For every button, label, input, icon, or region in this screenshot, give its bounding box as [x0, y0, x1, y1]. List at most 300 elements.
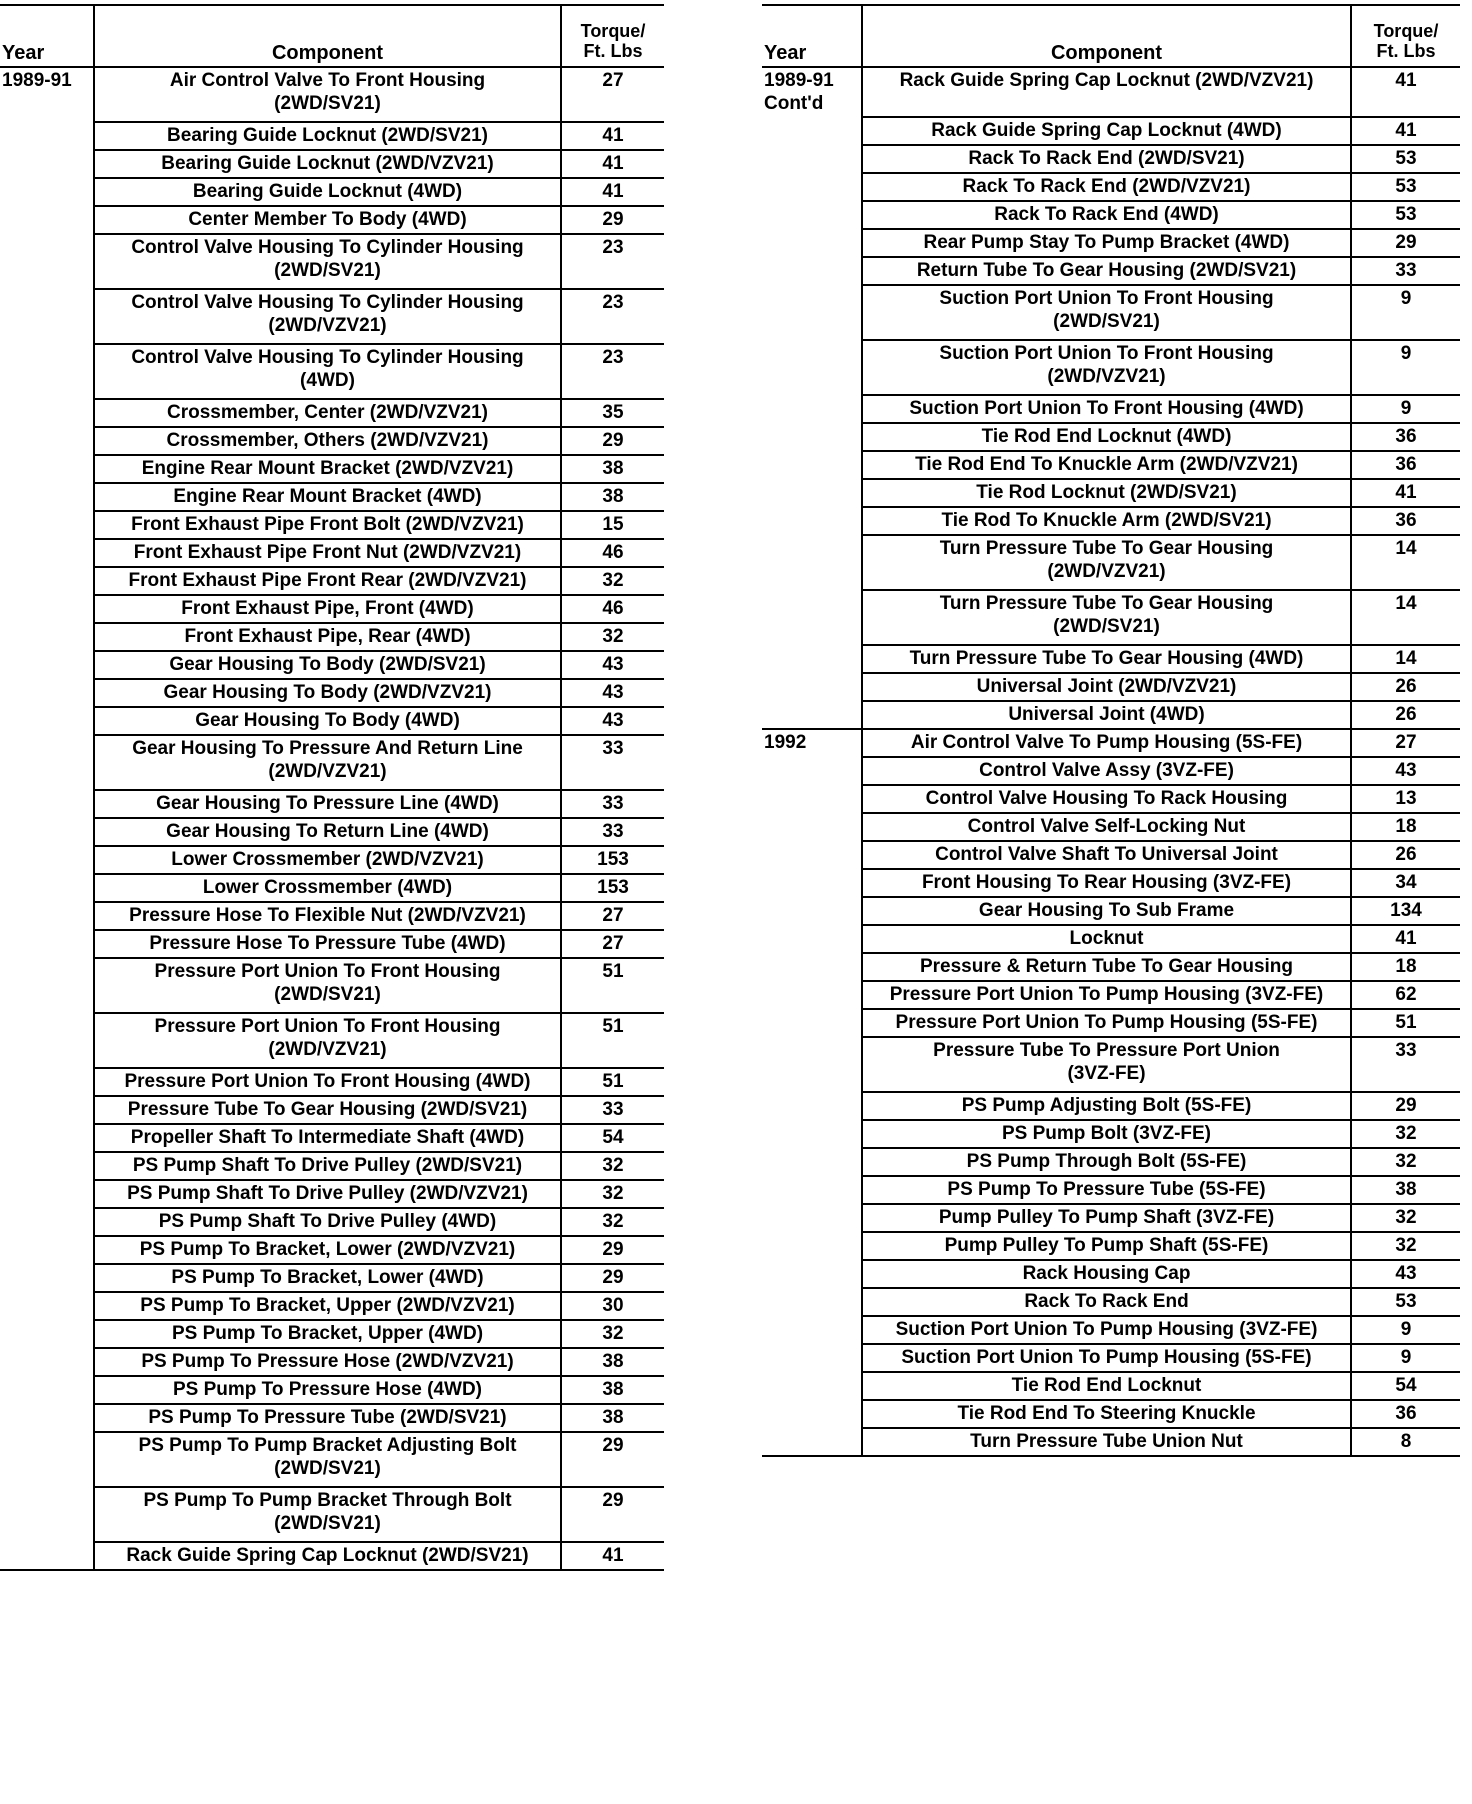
torque-cell: 38 [1351, 1176, 1460, 1204]
torque-cell: 43 [561, 707, 664, 735]
table-row [762, 145, 1460, 173]
component-cell: Rack To Rack End (2WD/VZV21) [862, 173, 1351, 201]
component-cell: Turn Pressure Tube Union Nut [862, 1428, 1351, 1456]
table-body-left [0, 67, 664, 1570]
torque-cell: 29 [561, 1264, 664, 1292]
torque-cell: 36 [1351, 1400, 1460, 1428]
year-cell [0, 818, 94, 846]
component-cell: PS Pump To Pressure Hose (2WD/VZV21) [94, 1348, 561, 1376]
table-row [0, 1320, 664, 1348]
torque-cell: 18 [1351, 813, 1460, 841]
table-row [0, 1432, 664, 1487]
year-cell [762, 117, 862, 145]
table-row [762, 1428, 1460, 1456]
torque-cell: 23 [561, 344, 664, 399]
torque-cell: 51 [561, 958, 664, 1013]
component-cell: Air Control Valve To Pump Housing (5S-FE) [862, 729, 1351, 757]
table-row [762, 1288, 1460, 1316]
component-cell: Suction Port Union To Front Housing (2WD/VZV21) [862, 340, 1351, 395]
table-row [0, 567, 664, 595]
table-row [0, 679, 664, 707]
table-row [762, 897, 1460, 925]
torque-cell: 53 [1351, 1288, 1460, 1316]
torque-cell: 26 [1351, 673, 1460, 701]
torque-cell: 41 [561, 150, 664, 178]
torque-cell: 36 [1351, 507, 1460, 535]
component-cell: Return Tube To Gear Housing (2WD/SV21) [862, 257, 1351, 285]
table-row [0, 455, 664, 483]
table-row [0, 846, 664, 874]
torque-cell: 41 [561, 1542, 664, 1570]
year-cell [0, 1404, 94, 1432]
torque-cell: 23 [561, 289, 664, 344]
year-cell [762, 1316, 862, 1344]
year-cell [0, 1292, 94, 1320]
torque-cell: 29 [561, 206, 664, 234]
year-cell [0, 651, 94, 679]
table-body-right [762, 67, 1460, 1456]
year-cell [0, 511, 94, 539]
torque-cell: 14 [1351, 590, 1460, 645]
table-row [0, 1292, 664, 1320]
table-row [762, 953, 1460, 981]
year-cell [762, 953, 862, 981]
component-cell: Lower Crossmember (2WD/VZV21) [94, 846, 561, 874]
torque-cell: 46 [561, 595, 664, 623]
component-cell: PS Pump To Bracket, Upper (4WD) [94, 1320, 561, 1348]
torque-table-left [0, 4, 664, 1571]
table-row [762, 785, 1460, 813]
component-cell: Pressure Tube To Pressure Port Union (3VZ-FE) [862, 1037, 1351, 1092]
year-cell [762, 173, 862, 201]
table-row [762, 117, 1460, 145]
torque-cell: 51 [1351, 1009, 1460, 1037]
year-cell [762, 1176, 862, 1204]
torque-cell: 32 [561, 623, 664, 651]
table-row [0, 122, 664, 150]
table-row [0, 399, 664, 427]
component-cell: PS Pump Shaft To Drive Pulley (2WD/VZV21) [94, 1180, 561, 1208]
component-cell: Gear Housing To Body (2WD/SV21) [94, 651, 561, 679]
torque-cell: 54 [561, 1124, 664, 1152]
table-row [0, 1013, 664, 1068]
torque-cell: 53 [1351, 201, 1460, 229]
component-cell: Pressure & Return Tube To Gear Housing [862, 953, 1351, 981]
year-cell [0, 1096, 94, 1124]
table-row [762, 645, 1460, 673]
table-row [0, 1348, 664, 1376]
year-cell [762, 897, 862, 925]
torque-cell: 32 [561, 1152, 664, 1180]
year-cell [0, 1208, 94, 1236]
year-cell [762, 757, 862, 785]
year-cell [762, 285, 862, 340]
component-cell: Suction Port Union To Front Housing (2WD/SV21) [862, 285, 1351, 340]
torque-cell: 53 [1351, 173, 1460, 201]
table-row [762, 869, 1460, 897]
year-cell: 1992 [762, 729, 862, 757]
table-row [762, 1176, 1460, 1204]
component-cell: Crossmember, Others (2WD/VZV21) [94, 427, 561, 455]
year-cell [762, 981, 862, 1009]
component-cell: Tie Rod Locknut (2WD/SV21) [862, 479, 1351, 507]
year-cell [762, 1400, 862, 1428]
table-row [0, 1376, 664, 1404]
table-row [762, 813, 1460, 841]
table-row [0, 595, 664, 623]
table-row [762, 451, 1460, 479]
component-cell: Gear Housing To Pressure Line (4WD) [94, 790, 561, 818]
table-row [762, 423, 1460, 451]
torque-cell: 33 [1351, 257, 1460, 285]
component-cell: Suction Port Union To Pump Housing (3VZ-FE) [862, 1316, 1351, 1344]
torque-cell: 9 [1351, 285, 1460, 340]
component-cell: Control Valve Shaft To Universal Joint [862, 841, 1351, 869]
component-cell: Pump Pulley To Pump Shaft (5S-FE) [862, 1232, 1351, 1260]
component-cell: Turn Pressure Tube To Gear Housing (2WD/VZV21) [862, 535, 1351, 590]
table-row [0, 1124, 664, 1152]
component-cell: PS Pump To Pressure Tube (5S-FE) [862, 1176, 1351, 1204]
torque-cell: 33 [561, 790, 664, 818]
year-cell [762, 869, 862, 897]
torque-cell: 32 [561, 1180, 664, 1208]
year-cell [0, 735, 94, 790]
torque-cell: 32 [1351, 1232, 1460, 1260]
year-cell [762, 451, 862, 479]
component-cell: Bearing Guide Locknut (2WD/SV21) [94, 122, 561, 150]
component-cell: Control Valve Housing To Cylinder Housing (2WD/SV21) [94, 234, 561, 289]
table-row [762, 1316, 1460, 1344]
torque-cell: 26 [1351, 701, 1460, 729]
table-row [762, 479, 1460, 507]
table-row [0, 539, 664, 567]
component-cell: Control Valve Self-Locking Nut [862, 813, 1351, 841]
table-row [762, 285, 1460, 340]
table-row [0, 958, 664, 1013]
table-row [762, 981, 1460, 1009]
table-row [762, 535, 1460, 590]
table-row [762, 673, 1460, 701]
component-cell: PS Pump To Pump Bracket Through Bolt (2WD/SV21) [94, 1487, 561, 1542]
component-cell: Suction Port Union To Front Housing (4WD) [862, 395, 1351, 423]
year-cell [762, 257, 862, 285]
torque-cell: 51 [561, 1068, 664, 1096]
torque-cell: 38 [561, 1348, 664, 1376]
torque-cell: 23 [561, 234, 664, 289]
torque-cell: 18 [1351, 953, 1460, 981]
year-cell [0, 234, 94, 289]
torque-cell: 153 [561, 874, 664, 902]
torque-header: Torque/ Ft. Lbs [1351, 5, 1460, 67]
year-cell [0, 958, 94, 1013]
table-row [0, 1068, 664, 1096]
torque-cell: 38 [561, 455, 664, 483]
year-cell [762, 535, 862, 590]
year-cell [0, 344, 94, 399]
table-row [0, 1236, 664, 1264]
year-cell [762, 1120, 862, 1148]
component-cell: Gear Housing To Pressure And Return Line (2WD/VZV21) [94, 735, 561, 790]
torque-cell: 33 [561, 735, 664, 790]
table-row [0, 1542, 664, 1570]
table-row [0, 930, 664, 958]
table-row [762, 729, 1460, 757]
component-header: Component [862, 5, 1351, 67]
torque-cell: 33 [561, 1096, 664, 1124]
year-cell [762, 645, 862, 673]
component-cell: Front Exhaust Pipe, Front (4WD) [94, 595, 561, 623]
component-cell: PS Pump Adjusting Bolt (5S-FE) [862, 1092, 1351, 1120]
torque-cell: 43 [561, 679, 664, 707]
component-cell: Rack To Rack End (2WD/SV21) [862, 145, 1351, 173]
component-cell: Control Valve Assy (3VZ-FE) [862, 757, 1351, 785]
torque-cell: 29 [561, 1432, 664, 1487]
torque-cell: 32 [561, 1208, 664, 1236]
table-row [0, 1180, 664, 1208]
component-cell: Tie Rod End Locknut (4WD) [862, 423, 1351, 451]
year-cell [762, 145, 862, 173]
year-cell [0, 150, 94, 178]
component-cell: Tie Rod End To Knuckle Arm (2WD/VZV21) [862, 451, 1351, 479]
year-cell [762, 340, 862, 395]
year-cell [0, 1124, 94, 1152]
year-cell [0, 595, 94, 623]
torque-cell: 51 [561, 1013, 664, 1068]
year-cell [0, 902, 94, 930]
component-cell: PS Pump Through Bolt (5S-FE) [862, 1148, 1351, 1176]
component-cell: Gear Housing To Sub Frame [862, 897, 1351, 925]
year-cell [0, 679, 94, 707]
table-row [0, 289, 664, 344]
year-cell [0, 1180, 94, 1208]
torque-cell: 36 [1351, 451, 1460, 479]
table-row [762, 257, 1460, 285]
table-row [762, 701, 1460, 729]
torque-cell: 8 [1351, 1428, 1460, 1456]
year-cell [762, 1204, 862, 1232]
component-cell: Universal Joint (2WD/VZV21) [862, 673, 1351, 701]
year-cell [762, 1344, 862, 1372]
component-cell: Locknut [862, 925, 1351, 953]
component-cell: PS Pump Bolt (3VZ-FE) [862, 1120, 1351, 1148]
component-cell: Pressure Port Union To Front Housing (2WD/VZV21) [94, 1013, 561, 1068]
year-header: Year [762, 5, 862, 67]
torque-cell: 41 [561, 178, 664, 206]
year-cell [762, 395, 862, 423]
table-row [0, 206, 664, 234]
table-row [0, 1404, 664, 1432]
year-cell: 1989-91 Cont'd [764, 70, 834, 114]
torque-cell: 33 [1351, 1037, 1460, 1092]
component-cell: Center Member To Body (4WD) [94, 206, 561, 234]
torque-cell: 35 [561, 399, 664, 427]
year-cell [0, 930, 94, 958]
table-row [0, 790, 664, 818]
table-row [762, 925, 1460, 953]
component-cell: Front Exhaust Pipe Front Nut (2WD/VZV21) [94, 539, 561, 567]
year-header: Year [0, 5, 94, 67]
torque-cell: 32 [561, 567, 664, 595]
table-row [0, 623, 664, 651]
torque-cell: 32 [1351, 1120, 1460, 1148]
year-cell [0, 483, 94, 511]
component-cell: Air Control Valve To Front Housing (2WD/SV21) [94, 67, 561, 122]
table-row [0, 234, 664, 289]
component-cell: Rear Pump Stay To Pump Bracket (4WD) [862, 229, 1351, 257]
year-cell [762, 1092, 862, 1120]
year-cell [0, 399, 94, 427]
year-cell [0, 874, 94, 902]
torque-cell: 41 [1351, 67, 1460, 117]
table-row [762, 1148, 1460, 1176]
table-row [762, 1372, 1460, 1400]
component-cell: PS Pump To Pressure Hose (4WD) [94, 1376, 561, 1404]
torque-cell: 41 [1351, 479, 1460, 507]
year-cell [0, 1264, 94, 1292]
year-cell [0, 1348, 94, 1376]
table-row [762, 201, 1460, 229]
table-row [0, 902, 664, 930]
component-cell: PS Pump To Bracket, Lower (2WD/VZV21) [94, 1236, 561, 1264]
component-cell: Turn Pressure Tube To Gear Housing (2WD/SV21) [862, 590, 1351, 645]
table-row [0, 1208, 664, 1236]
component-cell: Lower Crossmember (4WD) [94, 874, 561, 902]
year-cell [762, 701, 862, 729]
component-cell: Pressure Port Union To Front Housing (4WD) [94, 1068, 561, 1096]
torque-cell: 15 [561, 511, 664, 539]
torque-cell: 46 [561, 539, 664, 567]
table-row [762, 1260, 1460, 1288]
table-row [762, 1400, 1460, 1428]
torque-cell: 38 [561, 483, 664, 511]
component-cell: Rack Housing Cap [862, 1260, 1351, 1288]
torque-cell: 153 [561, 846, 664, 874]
torque-cell: 33 [561, 818, 664, 846]
component-cell: Gear Housing To Body (2WD/VZV21) [94, 679, 561, 707]
component-cell: Gear Housing To Return Line (4WD) [94, 818, 561, 846]
component-cell: Tie Rod End To Steering Knuckle [862, 1400, 1351, 1428]
torque-cell: 32 [561, 1320, 664, 1348]
table-row [0, 511, 664, 539]
year-cell [0, 289, 94, 344]
year-cell [0, 707, 94, 735]
component-cell: PS Pump Shaft To Drive Pulley (2WD/SV21) [94, 1152, 561, 1180]
table-row [0, 1152, 664, 1180]
year-cell [0, 1542, 94, 1570]
torque-cell: 34 [1351, 869, 1460, 897]
torque-cell: 29 [561, 1236, 664, 1264]
year-cell [762, 1288, 862, 1316]
torque-cell: 43 [561, 651, 664, 679]
torque-cell: 38 [561, 1376, 664, 1404]
table-row [0, 483, 664, 511]
year-cell [762, 423, 862, 451]
component-cell: Rack Guide Spring Cap Locknut (4WD) [862, 117, 1351, 145]
year-cell [762, 1037, 862, 1092]
component-cell: Bearing Guide Locknut (2WD/VZV21) [94, 150, 561, 178]
year-cell [762, 1232, 862, 1260]
year-cell [762, 479, 862, 507]
torque-cell: 29 [1351, 229, 1460, 257]
table-row [0, 427, 664, 455]
table-row [762, 67, 1460, 117]
table-row [0, 178, 664, 206]
torque-cell: 38 [561, 1404, 664, 1432]
year-cell: 1989-91 [2, 70, 72, 91]
component-cell: Tie Rod End Locknut [862, 1372, 1351, 1400]
component-cell: Front Housing To Rear Housing (3VZ-FE) [862, 869, 1351, 897]
year-cell [0, 206, 94, 234]
component-cell: Gear Housing To Body (4WD) [94, 707, 561, 735]
component-cell: Universal Joint (4WD) [862, 701, 1351, 729]
component-cell: Bearing Guide Locknut (4WD) [94, 178, 561, 206]
year-cell [0, 1487, 94, 1542]
table-row [762, 1037, 1460, 1092]
table-row [762, 1344, 1460, 1372]
year-cell [0, 623, 94, 651]
torque-cell: 41 [1351, 117, 1460, 145]
year-cell [762, 229, 862, 257]
component-cell: Front Exhaust Pipe Front Rear (2WD/VZV21) [94, 567, 561, 595]
torque-cell: 27 [561, 902, 664, 930]
year-cell [0, 1013, 94, 1068]
torque-cell: 9 [1351, 1316, 1460, 1344]
table-row [0, 874, 664, 902]
year-cell [0, 846, 94, 874]
table-row [762, 1009, 1460, 1037]
torque-cell: 134 [1351, 897, 1460, 925]
table-row [0, 818, 664, 846]
table-row [762, 340, 1460, 395]
torque-cell: 27 [561, 930, 664, 958]
component-cell: Control Valve Housing To Rack Housing [862, 785, 1351, 813]
torque-cell: 9 [1351, 340, 1460, 395]
component-cell: PS Pump To Pressure Tube (2WD/SV21) [94, 1404, 561, 1432]
table-row [762, 229, 1460, 257]
torque-cell: 32 [1351, 1204, 1460, 1232]
table-row [0, 1096, 664, 1124]
torque-cell: 43 [1351, 1260, 1460, 1288]
torque-cell: 29 [1351, 1092, 1460, 1120]
table-row [762, 1092, 1460, 1120]
component-cell: Control Valve Housing To Cylinder Housing (2WD/VZV21) [94, 289, 561, 344]
year-cell [762, 201, 862, 229]
year-cell [0, 1236, 94, 1264]
year-cell [0, 790, 94, 818]
component-cell: PS Pump To Bracket, Upper (2WD/VZV21) [94, 1292, 561, 1320]
table-row [762, 1204, 1460, 1232]
year-cell [0, 567, 94, 595]
year-cell [762, 813, 862, 841]
component-cell: Pressure Port Union To Front Housing (2WD/SV21) [94, 958, 561, 1013]
component-cell: Tie Rod To Knuckle Arm (2WD/SV21) [862, 507, 1351, 535]
year-cell [762, 1009, 862, 1037]
torque-cell: 9 [1351, 1344, 1460, 1372]
torque-cell: 14 [1351, 645, 1460, 673]
table-row [0, 150, 664, 178]
component-cell: Pressure Port Union To Pump Housing (3VZ-FE) [862, 981, 1351, 1009]
torque-cell: 27 [561, 67, 664, 122]
torque-table-right [762, 4, 1460, 1457]
table-row [762, 173, 1460, 201]
component-cell: Turn Pressure Tube To Gear Housing (4WD) [862, 645, 1351, 673]
component-cell: Pressure Hose To Flexible Nut (2WD/VZV21) [94, 902, 561, 930]
component-cell: Rack To Rack End [862, 1288, 1351, 1316]
component-cell: Pump Pulley To Pump Shaft (3VZ-FE) [862, 1204, 1351, 1232]
torque-cell: 36 [1351, 423, 1460, 451]
component-cell: Pressure Hose To Pressure Tube (4WD) [94, 930, 561, 958]
torque-cell: 29 [561, 427, 664, 455]
